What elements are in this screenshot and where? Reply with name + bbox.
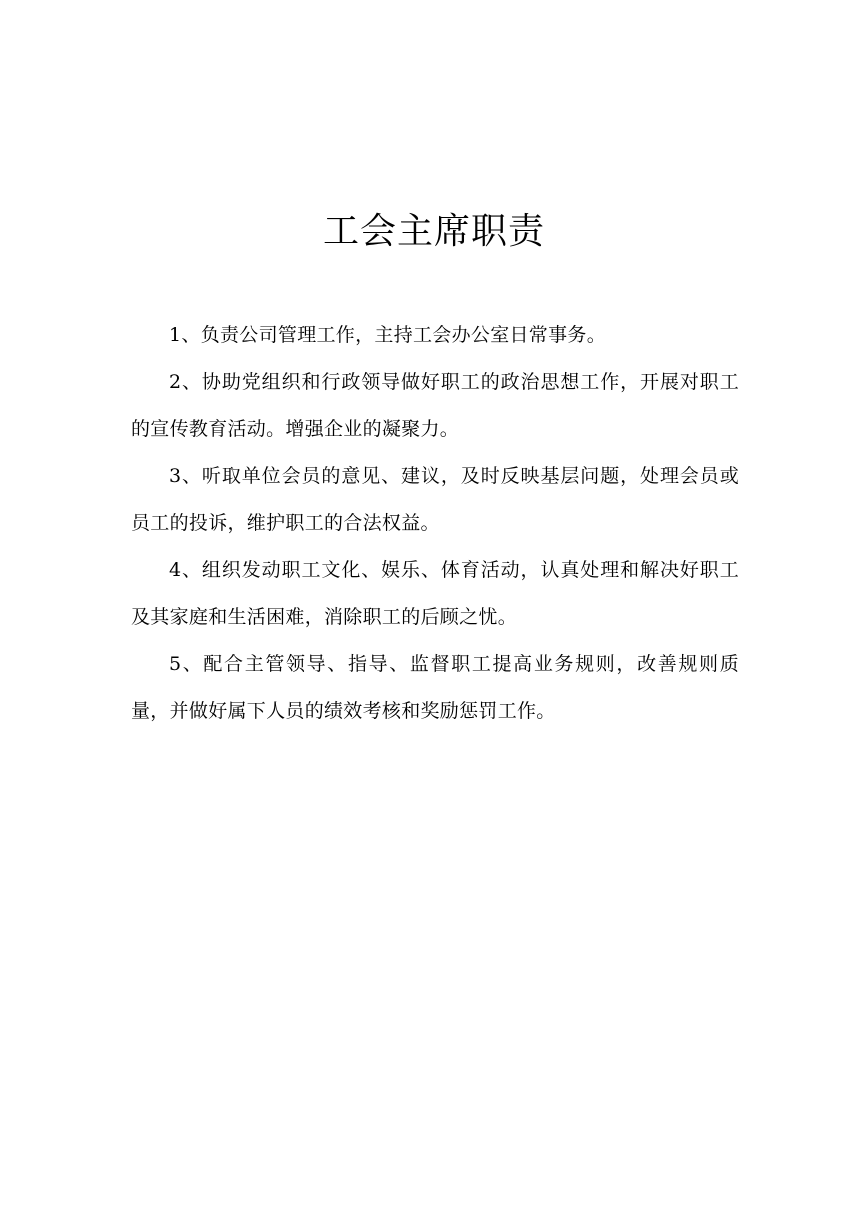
- duty-item-3: 3、听取单位会员的意见、建议，及时反映基层问题，处理会员或员工的投诉，维护职工的合法权益。: [131, 465, 739, 534]
- duty-item-2: 2、协助党组织和行政领导做好职工的政治思想工作，开展对职工的宣传教育活动。增强企业的凝聚力。: [131, 371, 739, 440]
- duty-item-1: 1、负责公司管理工作，主持工会办公室日常事务。: [169, 324, 606, 346]
- document-body: [131, 312, 739, 735]
- duty-item-4: 4、组织发动职工文化、娱乐、体育活动，认真处理和解决好职工及其家庭和生活困难，消除职工的后顾之忧。: [131, 559, 739, 628]
- duty-item-5: 5、配合主管领导、指导、监督职工提高业务规则，改善规则质量，并做好属下人员的绩效考核和奖励惩罚工作。: [131, 653, 739, 722]
- document-title: 工会主席职责: [322, 211, 545, 252]
